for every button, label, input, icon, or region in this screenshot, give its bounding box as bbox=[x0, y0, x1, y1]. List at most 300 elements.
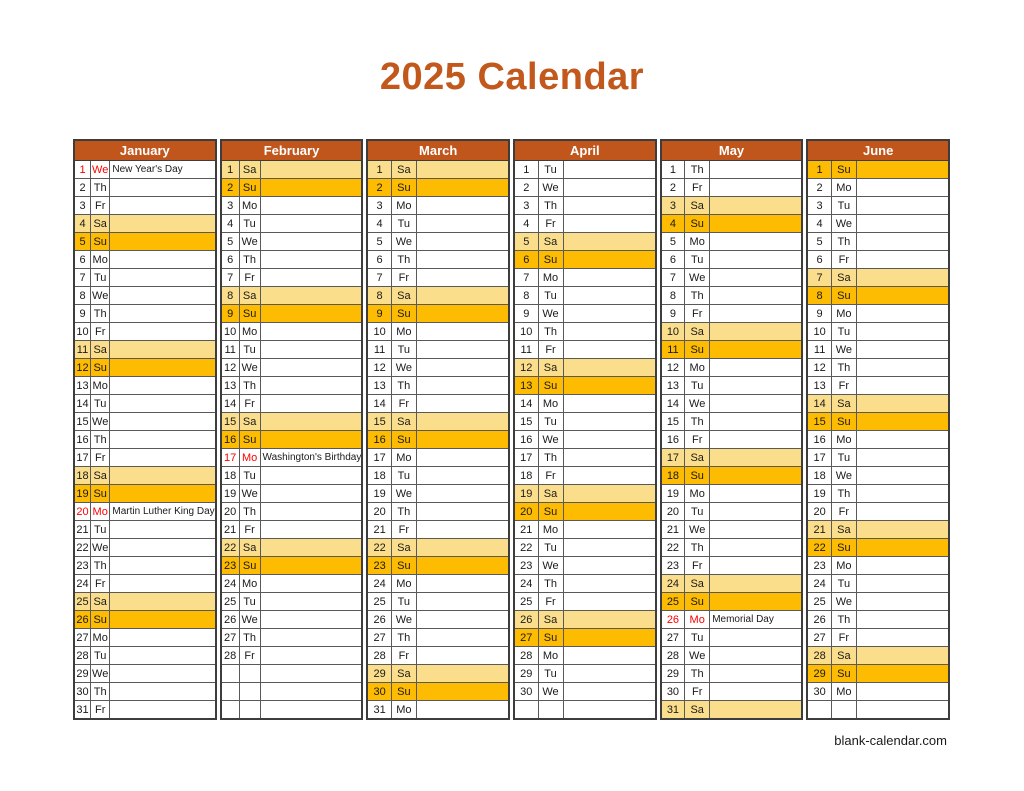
day-abbrev: We bbox=[685, 395, 710, 413]
day-abbrev: Mo bbox=[91, 503, 110, 521]
day-number: 21 bbox=[367, 521, 391, 539]
day-row-january-22 bbox=[74, 539, 216, 557]
day-number: 16 bbox=[74, 431, 91, 449]
day-number: 27 bbox=[807, 629, 831, 647]
day-abbrev: Sa bbox=[831, 521, 856, 539]
day-row-march-31 bbox=[367, 701, 509, 720]
day-note bbox=[260, 701, 362, 720]
day-row-february-empty-29 bbox=[221, 665, 363, 683]
day-row-april-13 bbox=[514, 377, 656, 395]
day-note bbox=[416, 557, 509, 575]
day-abbrev: Su bbox=[239, 557, 260, 575]
day-row-june-empty-31 bbox=[807, 701, 949, 720]
day-number: 22 bbox=[367, 539, 391, 557]
day-abbrev: We bbox=[831, 215, 856, 233]
day-number: 3 bbox=[807, 197, 831, 215]
day-abbrev: Sa bbox=[239, 287, 260, 305]
day-abbrev: Su bbox=[685, 341, 710, 359]
day-number: 7 bbox=[661, 269, 685, 287]
day-row-january-26 bbox=[74, 611, 216, 629]
day-abbrev: Tu bbox=[391, 467, 416, 485]
day-abbrev: Th bbox=[538, 449, 563, 467]
day-note bbox=[856, 647, 949, 665]
day-row-june-25 bbox=[807, 593, 949, 611]
day-row-january-28 bbox=[74, 647, 216, 665]
day-abbrev: Th bbox=[91, 557, 110, 575]
day-note bbox=[563, 647, 656, 665]
day-note bbox=[110, 683, 216, 701]
day-row-may-12 bbox=[661, 359, 803, 377]
day-note bbox=[260, 575, 362, 593]
day-note bbox=[260, 359, 362, 377]
day-abbrev: Sa bbox=[685, 197, 710, 215]
day-note bbox=[416, 593, 509, 611]
day-note bbox=[110, 341, 216, 359]
month-table-may bbox=[660, 139, 804, 720]
day-row-june-22 bbox=[807, 539, 949, 557]
day-abbrev: Sa bbox=[685, 323, 710, 341]
day-note bbox=[563, 701, 656, 720]
day-row-february-26 bbox=[221, 611, 363, 629]
day-number: 2 bbox=[514, 179, 538, 197]
day-abbrev: Mo bbox=[538, 521, 563, 539]
month-header-row-june bbox=[807, 140, 949, 161]
day-number: 31 bbox=[367, 701, 391, 720]
day-note bbox=[856, 251, 949, 269]
day-note bbox=[563, 251, 656, 269]
day-note bbox=[260, 269, 362, 287]
day-number: 1 bbox=[807, 161, 831, 179]
month-name-april: April bbox=[514, 140, 656, 161]
day-number: 17 bbox=[514, 449, 538, 467]
day-row-january-4 bbox=[74, 215, 216, 233]
day-number: 7 bbox=[367, 269, 391, 287]
day-row-may-26 bbox=[661, 611, 803, 629]
day-row-february-25 bbox=[221, 593, 363, 611]
day-abbrev: Tu bbox=[538, 161, 563, 179]
day-row-may-22 bbox=[661, 539, 803, 557]
day-abbrev: Mo bbox=[831, 683, 856, 701]
day-note bbox=[856, 179, 949, 197]
day-number: 10 bbox=[367, 323, 391, 341]
day-note bbox=[710, 593, 803, 611]
day-abbrev: We bbox=[91, 539, 110, 557]
day-number: 8 bbox=[661, 287, 685, 305]
day-note bbox=[110, 359, 216, 377]
page-title: 2025 Calendar bbox=[379, 56, 645, 98]
day-number: 23 bbox=[661, 557, 685, 575]
day-row-january-17 bbox=[74, 449, 216, 467]
day-row-march-24 bbox=[367, 575, 509, 593]
day-number: 9 bbox=[807, 305, 831, 323]
day-number: 17 bbox=[661, 449, 685, 467]
day-note bbox=[260, 521, 362, 539]
day-number: 20 bbox=[221, 503, 239, 521]
footer-credit: blank-calendar.com bbox=[834, 733, 947, 748]
day-abbrev: Mo bbox=[391, 323, 416, 341]
day-row-february-7 bbox=[221, 269, 363, 287]
day-abbrev: Mo bbox=[685, 359, 710, 377]
day-abbrev: Su bbox=[685, 467, 710, 485]
day-note bbox=[710, 467, 803, 485]
day-note bbox=[856, 341, 949, 359]
day-note bbox=[563, 179, 656, 197]
day-number: 14 bbox=[74, 395, 91, 413]
day-number: 20 bbox=[807, 503, 831, 521]
day-number bbox=[221, 665, 239, 683]
day-row-april-20 bbox=[514, 503, 656, 521]
day-number: 7 bbox=[74, 269, 91, 287]
day-row-march-3 bbox=[367, 197, 509, 215]
day-abbrev: Su bbox=[685, 215, 710, 233]
day-number: 1 bbox=[514, 161, 538, 179]
day-number: 4 bbox=[221, 215, 239, 233]
day-row-april-25 bbox=[514, 593, 656, 611]
day-number: 7 bbox=[807, 269, 831, 287]
day-row-april-16 bbox=[514, 431, 656, 449]
day-row-february-27 bbox=[221, 629, 363, 647]
day-number: 13 bbox=[807, 377, 831, 395]
day-row-april-9 bbox=[514, 305, 656, 323]
day-note bbox=[110, 593, 216, 611]
day-row-march-16 bbox=[367, 431, 509, 449]
day-note bbox=[110, 701, 216, 720]
day-number: 21 bbox=[221, 521, 239, 539]
day-abbrev: Fr bbox=[685, 683, 710, 701]
day-row-january-21 bbox=[74, 521, 216, 539]
day-row-february-13 bbox=[221, 377, 363, 395]
day-note bbox=[563, 305, 656, 323]
day-row-april-14 bbox=[514, 395, 656, 413]
day-abbrev: Th bbox=[91, 683, 110, 701]
day-abbrev: Tu bbox=[538, 539, 563, 557]
day-abbrev: Fr bbox=[831, 503, 856, 521]
day-abbrev: Su bbox=[91, 485, 110, 503]
day-abbrev: Tu bbox=[239, 593, 260, 611]
day-abbrev: Sa bbox=[391, 413, 416, 431]
day-note bbox=[416, 575, 509, 593]
day-row-april-30 bbox=[514, 683, 656, 701]
day-note bbox=[110, 395, 216, 413]
day-abbrev: Mo bbox=[538, 269, 563, 287]
day-note bbox=[710, 647, 803, 665]
day-abbrev: Th bbox=[391, 629, 416, 647]
day-number: 19 bbox=[74, 485, 91, 503]
day-number: 26 bbox=[807, 611, 831, 629]
day-number bbox=[221, 683, 239, 701]
day-number: 24 bbox=[514, 575, 538, 593]
day-row-march-21 bbox=[367, 521, 509, 539]
day-note bbox=[416, 647, 509, 665]
day-row-april-8 bbox=[514, 287, 656, 305]
day-abbrev: We bbox=[91, 161, 110, 179]
day-number: 17 bbox=[74, 449, 91, 467]
day-row-march-10 bbox=[367, 323, 509, 341]
day-row-may-14 bbox=[661, 395, 803, 413]
day-abbrev: Su bbox=[91, 233, 110, 251]
day-abbrev: Fr bbox=[831, 629, 856, 647]
day-note bbox=[856, 485, 949, 503]
day-row-february-19 bbox=[221, 485, 363, 503]
day-number: 26 bbox=[221, 611, 239, 629]
day-number: 24 bbox=[367, 575, 391, 593]
day-note bbox=[856, 395, 949, 413]
day-note bbox=[416, 611, 509, 629]
day-row-march-6 bbox=[367, 251, 509, 269]
day-note bbox=[260, 215, 362, 233]
day-note bbox=[416, 485, 509, 503]
day-abbrev: Tu bbox=[538, 287, 563, 305]
day-number: 15 bbox=[807, 413, 831, 431]
day-row-may-10 bbox=[661, 323, 803, 341]
day-row-june-17 bbox=[807, 449, 949, 467]
day-number: 31 bbox=[74, 701, 91, 720]
day-abbrev: Fr bbox=[538, 341, 563, 359]
day-number: 10 bbox=[221, 323, 239, 341]
day-number: 26 bbox=[514, 611, 538, 629]
day-number: 29 bbox=[74, 665, 91, 683]
day-note bbox=[260, 503, 362, 521]
day-note bbox=[416, 161, 509, 179]
day-number: 7 bbox=[221, 269, 239, 287]
day-abbrev: Fr bbox=[391, 521, 416, 539]
day-number: 11 bbox=[367, 341, 391, 359]
day-note bbox=[856, 431, 949, 449]
day-abbrev: Su bbox=[538, 251, 563, 269]
day-number: 4 bbox=[514, 215, 538, 233]
day-number: 4 bbox=[74, 215, 91, 233]
day-row-january-5 bbox=[74, 233, 216, 251]
day-row-march-28 bbox=[367, 647, 509, 665]
day-note bbox=[110, 449, 216, 467]
day-row-march-29 bbox=[367, 665, 509, 683]
day-abbrev: Mo bbox=[391, 197, 416, 215]
day-number: 10 bbox=[514, 323, 538, 341]
day-note bbox=[710, 197, 803, 215]
day-note bbox=[710, 485, 803, 503]
day-abbrev: We bbox=[831, 593, 856, 611]
day-number: 30 bbox=[74, 683, 91, 701]
day-abbrev: Fr bbox=[239, 395, 260, 413]
day-note bbox=[110, 539, 216, 557]
day-abbrev: Fr bbox=[239, 521, 260, 539]
day-note bbox=[710, 287, 803, 305]
day-abbrev: We bbox=[239, 611, 260, 629]
day-number: 6 bbox=[807, 251, 831, 269]
day-note bbox=[260, 431, 362, 449]
day-number: 2 bbox=[807, 179, 831, 197]
day-note bbox=[710, 395, 803, 413]
day-row-january-10 bbox=[74, 323, 216, 341]
day-number: 20 bbox=[367, 503, 391, 521]
day-note bbox=[260, 485, 362, 503]
day-row-may-15 bbox=[661, 413, 803, 431]
day-abbrev: Sa bbox=[91, 467, 110, 485]
day-row-february-8 bbox=[221, 287, 363, 305]
day-abbrev: Sa bbox=[685, 701, 710, 720]
day-note bbox=[563, 575, 656, 593]
day-number: 22 bbox=[74, 539, 91, 557]
day-row-january-18 bbox=[74, 467, 216, 485]
day-note bbox=[110, 323, 216, 341]
day-note bbox=[563, 287, 656, 305]
day-abbrev: We bbox=[685, 521, 710, 539]
day-abbrev: Sa bbox=[391, 665, 416, 683]
day-note bbox=[563, 197, 656, 215]
day-row-march-19 bbox=[367, 485, 509, 503]
day-number: 6 bbox=[221, 251, 239, 269]
day-row-june-7 bbox=[807, 269, 949, 287]
day-row-march-26 bbox=[367, 611, 509, 629]
day-note bbox=[856, 197, 949, 215]
day-number: 28 bbox=[661, 647, 685, 665]
day-abbrev: Sa bbox=[239, 413, 260, 431]
day-note bbox=[110, 629, 216, 647]
day-abbrev: Sa bbox=[239, 161, 260, 179]
day-note bbox=[110, 215, 216, 233]
day-number: 14 bbox=[807, 395, 831, 413]
day-number: 11 bbox=[514, 341, 538, 359]
day-number: 29 bbox=[514, 665, 538, 683]
day-number: 3 bbox=[514, 197, 538, 215]
day-note bbox=[416, 539, 509, 557]
day-number: 22 bbox=[661, 539, 685, 557]
day-abbrev: Tu bbox=[685, 251, 710, 269]
day-row-april-4 bbox=[514, 215, 656, 233]
day-abbrev: Mo bbox=[391, 575, 416, 593]
day-abbrev: Su bbox=[538, 629, 563, 647]
day-number: 2 bbox=[221, 179, 239, 197]
day-note bbox=[260, 413, 362, 431]
day-row-march-23 bbox=[367, 557, 509, 575]
day-number: 18 bbox=[807, 467, 831, 485]
day-abbrev: Fr bbox=[538, 467, 563, 485]
day-note bbox=[710, 179, 803, 197]
day-abbrev: Th bbox=[91, 305, 110, 323]
day-row-june-29 bbox=[807, 665, 949, 683]
day-row-may-19 bbox=[661, 485, 803, 503]
day-note bbox=[856, 539, 949, 557]
day-number: 20 bbox=[514, 503, 538, 521]
day-note bbox=[710, 629, 803, 647]
day-row-february-10 bbox=[221, 323, 363, 341]
day-number: 6 bbox=[514, 251, 538, 269]
day-abbrev: Su bbox=[685, 593, 710, 611]
day-note bbox=[563, 215, 656, 233]
month-header-row-april bbox=[514, 140, 656, 161]
day-abbrev: Tu bbox=[239, 467, 260, 485]
day-abbrev: We bbox=[538, 179, 563, 197]
day-row-february-15 bbox=[221, 413, 363, 431]
month-table-january bbox=[73, 139, 217, 720]
day-number: 10 bbox=[74, 323, 91, 341]
day-row-january-12 bbox=[74, 359, 216, 377]
day-number: 25 bbox=[221, 593, 239, 611]
day-note bbox=[260, 287, 362, 305]
day-abbrev: Th bbox=[831, 359, 856, 377]
day-row-february-9 bbox=[221, 305, 363, 323]
day-abbrev: Tu bbox=[685, 503, 710, 521]
day-note bbox=[563, 539, 656, 557]
day-row-april-27 bbox=[514, 629, 656, 647]
day-row-april-15 bbox=[514, 413, 656, 431]
day-abbrev: Tu bbox=[538, 665, 563, 683]
day-number: 21 bbox=[74, 521, 91, 539]
day-note bbox=[110, 287, 216, 305]
day-note bbox=[260, 683, 362, 701]
day-note bbox=[416, 251, 509, 269]
day-abbrev: Th bbox=[831, 485, 856, 503]
day-row-april-7 bbox=[514, 269, 656, 287]
day-number: 5 bbox=[74, 233, 91, 251]
day-abbrev: Th bbox=[239, 251, 260, 269]
day-abbrev: Sa bbox=[91, 215, 110, 233]
day-note bbox=[110, 179, 216, 197]
day-number bbox=[221, 701, 239, 720]
day-number: 7 bbox=[514, 269, 538, 287]
day-row-june-16 bbox=[807, 431, 949, 449]
day-row-april-3 bbox=[514, 197, 656, 215]
day-abbrev: Th bbox=[391, 503, 416, 521]
day-row-april-29 bbox=[514, 665, 656, 683]
day-abbrev: Su bbox=[391, 683, 416, 701]
day-abbrev: Th bbox=[685, 539, 710, 557]
day-note bbox=[260, 557, 362, 575]
day-abbrev: Fr bbox=[538, 215, 563, 233]
day-abbrev: Su bbox=[391, 179, 416, 197]
day-abbrev: We bbox=[239, 485, 260, 503]
day-number: 9 bbox=[514, 305, 538, 323]
day-abbrev: Fr bbox=[91, 449, 110, 467]
day-number: 12 bbox=[221, 359, 239, 377]
day-row-may-3 bbox=[661, 197, 803, 215]
day-abbrev: Th bbox=[239, 503, 260, 521]
day-number: 18 bbox=[221, 467, 239, 485]
day-row-june-14 bbox=[807, 395, 949, 413]
day-number: 9 bbox=[367, 305, 391, 323]
day-row-january-1 bbox=[74, 161, 216, 179]
day-abbrev: Sa bbox=[831, 395, 856, 413]
day-row-february-22 bbox=[221, 539, 363, 557]
day-row-january-6 bbox=[74, 251, 216, 269]
day-number: 28 bbox=[514, 647, 538, 665]
day-note bbox=[856, 305, 949, 323]
day-row-june-11 bbox=[807, 341, 949, 359]
holiday-note: Martin Luther King Day bbox=[110, 503, 216, 521]
day-number: 19 bbox=[367, 485, 391, 503]
day-abbrev: Mo bbox=[239, 197, 260, 215]
day-row-april-26 bbox=[514, 611, 656, 629]
day-abbrev: Sa bbox=[538, 485, 563, 503]
day-number: 15 bbox=[367, 413, 391, 431]
day-row-april-28 bbox=[514, 647, 656, 665]
day-row-february-23 bbox=[221, 557, 363, 575]
day-abbrev: Fr bbox=[685, 305, 710, 323]
day-number: 10 bbox=[661, 323, 685, 341]
day-row-january-9 bbox=[74, 305, 216, 323]
day-note bbox=[710, 161, 803, 179]
day-number: 5 bbox=[514, 233, 538, 251]
day-note bbox=[416, 269, 509, 287]
day-note bbox=[710, 503, 803, 521]
day-abbrev: Tu bbox=[831, 575, 856, 593]
day-note bbox=[260, 467, 362, 485]
day-row-june-27 bbox=[807, 629, 949, 647]
day-abbrev: Th bbox=[91, 179, 110, 197]
day-number: 14 bbox=[661, 395, 685, 413]
day-row-february-11 bbox=[221, 341, 363, 359]
day-note bbox=[416, 431, 509, 449]
